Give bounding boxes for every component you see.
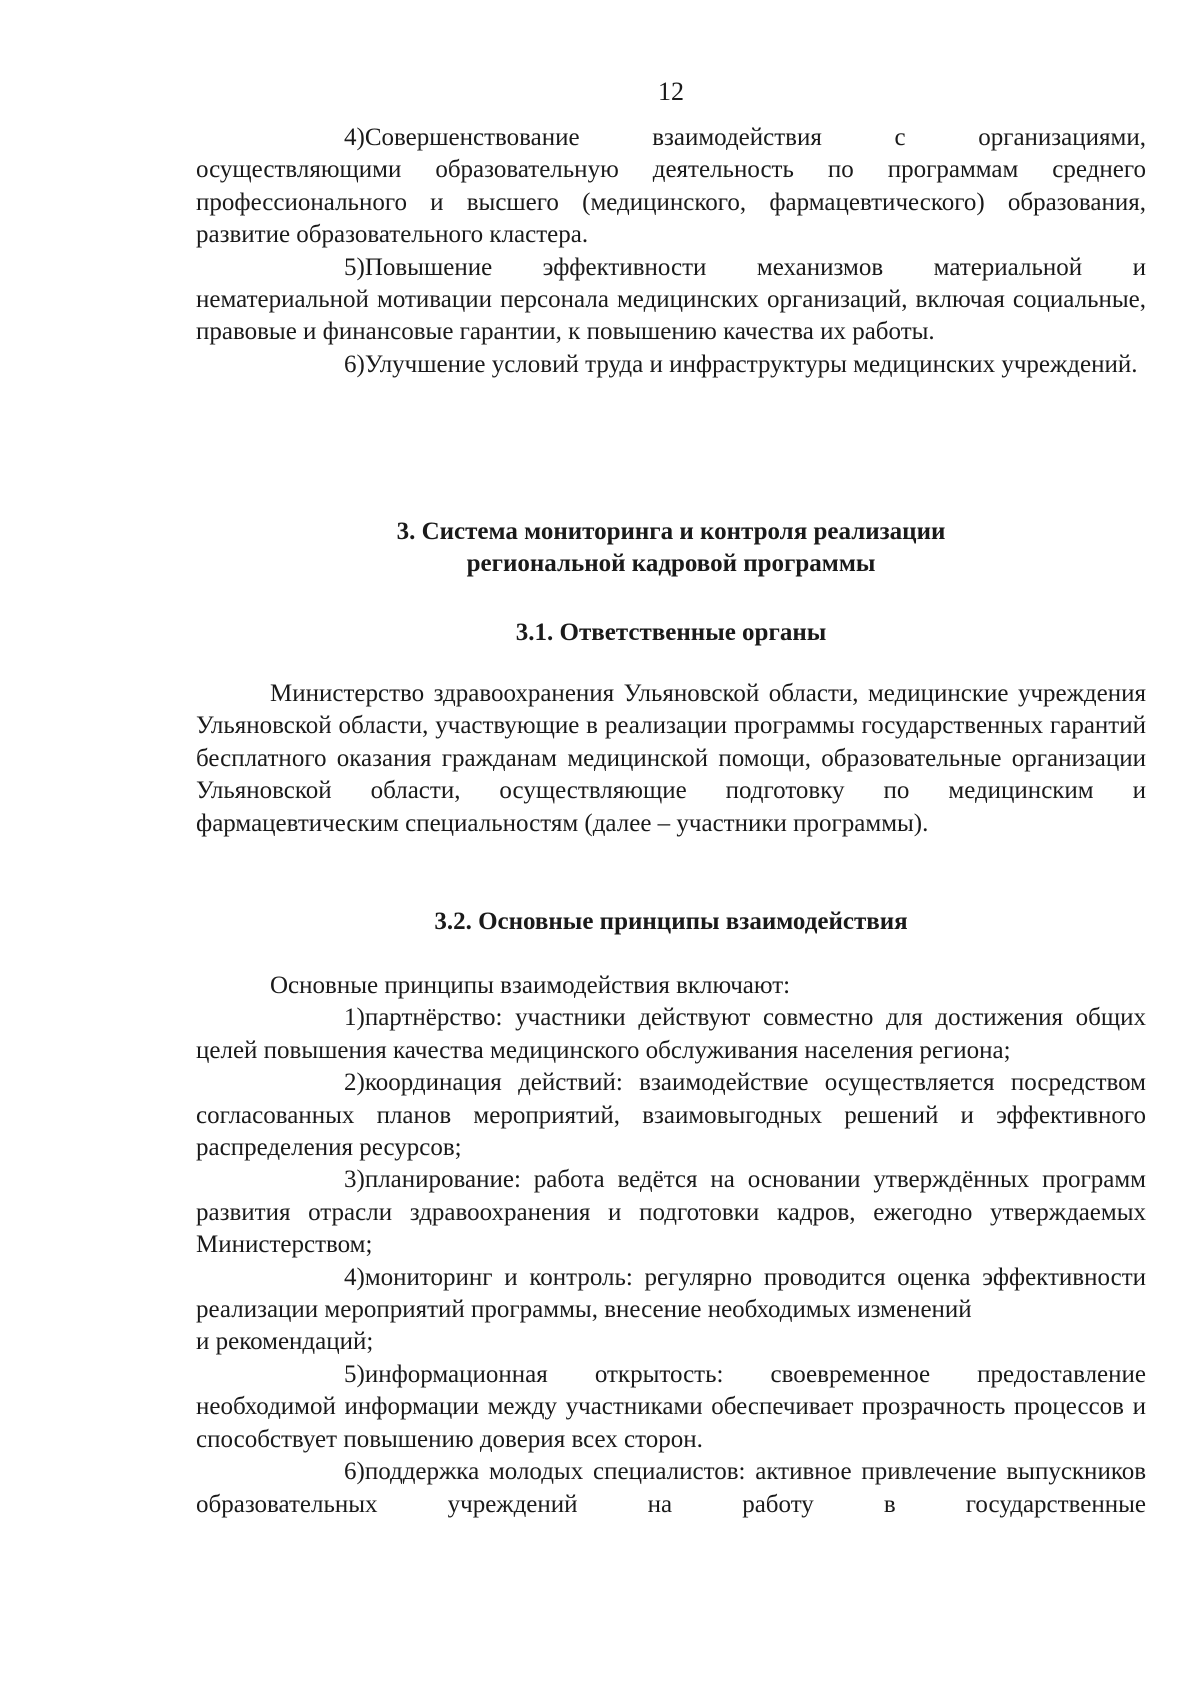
section-3-2-body [196, 970, 1146, 1521]
item-number: 1) [344, 1004, 365, 1032]
item-text: информационная открытость: своевременное предоставление необходимой информации между участниками обеспечивает прозрачность процессов и способствует повышению доверия всех сторон. [196, 1360, 1146, 1453]
item-text: планирование: работа ведётся на основании утверждённых программ развития отрасли здравоохранения и подготовки кадров, ежегодно утверждаемых Министерством; [196, 1166, 1146, 1259]
section-3-1-body [196, 678, 1146, 840]
item-number: 6) [344, 1458, 365, 1486]
section-3-1-heading [196, 617, 1146, 649]
item-text: мониторинг и контроль: регулярно проводится оценка эффективности реализации мероприятий программы, внесение необходимых изменений [196, 1263, 1146, 1324]
intro-item-4 [196, 122, 1146, 252]
principle-item-4 [196, 1262, 1146, 1327]
item-number: 2) [344, 1069, 365, 1097]
section-3-2-heading [196, 906, 1146, 938]
principle-item-2 [196, 1067, 1146, 1164]
item-text: партнёрство: участники действуют совместно для достижения общих целей повышения качества медицинского обслуживания населения региона; [196, 1004, 1146, 1064]
section-3-2-lead: Основные принципы взаимодействия включают: [270, 972, 791, 999]
item-number: 5) [344, 253, 365, 281]
page-number: 12 [658, 77, 684, 106]
section-3-title-line-2: региональной кадровой программы [466, 550, 876, 578]
item-number: 5) [344, 1360, 365, 1388]
item-number: 3) [344, 1166, 365, 1194]
intro-item-5 [196, 252, 1146, 349]
section-3-1-title: 3.1. Ответственные органы [515, 619, 827, 646]
principle-item-3 [196, 1164, 1146, 1261]
section-3-heading [196, 516, 1146, 581]
item-number: 4) [344, 1263, 365, 1291]
principle-item-4-continuation: и рекомендаций; [196, 1328, 374, 1356]
principle-item-1 [196, 1002, 1146, 1067]
intro-list [196, 122, 1146, 381]
intro-item-6 [196, 349, 1146, 381]
item-text: Улучшение условий труда и инфраструктуры медицинских учреждений. [364, 350, 1138, 378]
item-text: Повышение эффективности механизмов материальной и нематериальной мотивации персонала медицинских организаций, включая социальные, правовые и финансовые гарантии, к повышению качества их работы. [196, 253, 1146, 346]
item-number: 6) [344, 350, 365, 378]
item-text: поддержка молодых специалистов: активное привлечение выпускников образовательных учреждений на работу в государственные [196, 1458, 1146, 1518]
item-text: Совершенствование взаимодействия с организациями, осуществляющими образовательную деятельность по программам среднего профессионального и высшего (медицинского, фармацевтического) образования, развитие образовательного кластера. [196, 124, 1146, 249]
item-text: координация действий: взаимодействие осуществляется посредством согласованных планов мероприятий, взаимовыгодных решений и эффективного распределения ресурсов; [196, 1069, 1146, 1162]
section-3-1-paragraph: Министерство здравоохранения Ульяновской области, медицинские учреждения Ульяновской области, участвующие в реализации программы государственных гарантий бесплатного оказания гражданам медицинской помощи, образовательные организации Ульяновской области, осуществляющие подготовку по медицинским и фармацевтическим специальностям (далее – участники программы). [196, 680, 1146, 837]
section-3-title-line-1: 3. Система мониторинга и контроля реализации [396, 518, 946, 545]
principle-item-6 [196, 1456, 1146, 1521]
principle-item-5 [196, 1359, 1146, 1456]
item-number: 4) [344, 124, 365, 151]
section-3-2-title: 3.2. Основные принципы взаимодействия [434, 908, 908, 935]
